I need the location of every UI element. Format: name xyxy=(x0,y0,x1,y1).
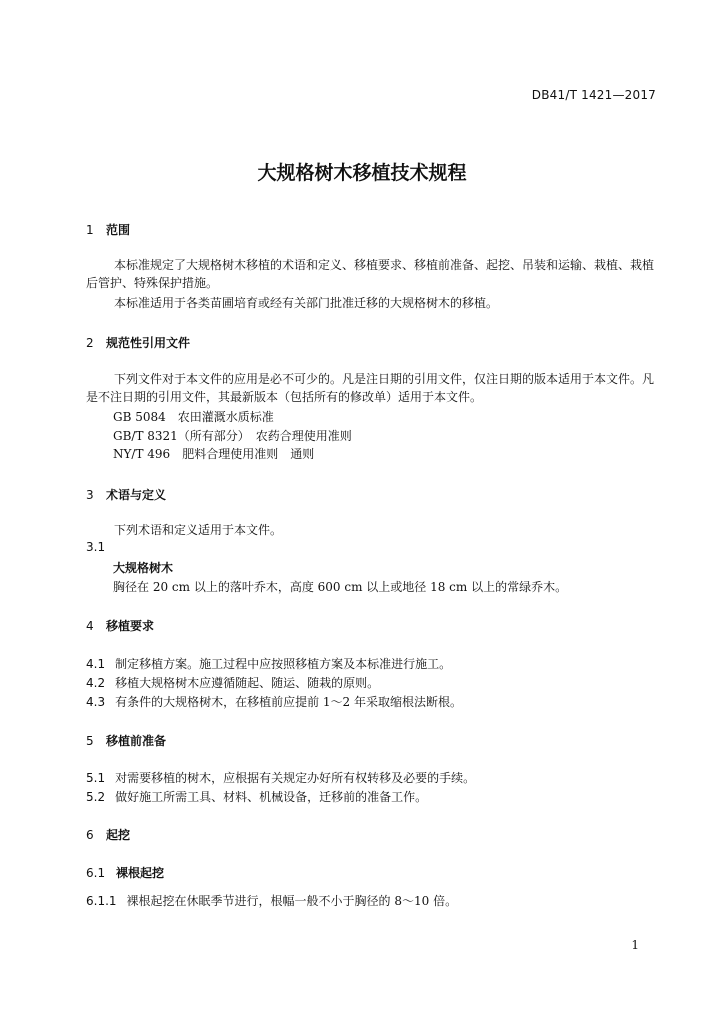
clause-number: 5.1 xyxy=(86,771,106,785)
section-2-paragraph-1: 下列文件对于本文件的应用是必不可少的。凡是注日期的引用文件，仅注日期的版本适用于本文件。凡是不注日期的引用文件，其最新版本（包括所有的修改单）适用于本文件。 xyxy=(86,372,655,404)
section-6-heading xyxy=(86,826,130,843)
clause-text: 做好施工所需工具、材料、机械设备，迁移前的准备工作。 xyxy=(115,790,428,804)
document-title: 大规格树木移植技术规程 xyxy=(257,162,467,184)
clause-text: 对需要移植的树木，应根据有关规定办好所有权转移及必要的手续。 xyxy=(115,771,476,785)
page-number: 1 xyxy=(631,938,639,952)
section-title: 规范性引用文件 xyxy=(106,336,191,350)
section-2-heading xyxy=(86,334,190,351)
section-1-heading xyxy=(86,221,130,238)
section-title: 起挖 xyxy=(106,828,131,842)
clause-text: 有条件的大规格树木，在移植前应提前 1～2 年采取缩根法断根。 xyxy=(115,695,462,709)
clause-item xyxy=(86,674,379,691)
clause-text: 移植大规格树木应遵循随起、随运、随栽的原则。 xyxy=(115,676,380,690)
section-number: 2 xyxy=(86,336,94,350)
reference-item: GB/T 8321（所有部分） 农药合理使用准则 xyxy=(113,429,352,443)
section-number: 5 xyxy=(86,734,94,748)
subsection-6-1-heading xyxy=(86,864,164,881)
section-number: 6 xyxy=(86,828,94,842)
clause-text: 裸根起挖在休眠季节进行，根幅一般不小于胸径的 8～10 倍。 xyxy=(126,894,458,908)
clause-number: 4.3 xyxy=(86,695,106,709)
section-4-heading xyxy=(86,617,154,634)
clause-item xyxy=(86,892,457,909)
clause-item xyxy=(86,693,462,710)
section-title: 移植前准备 xyxy=(106,734,167,748)
clause-item xyxy=(86,655,451,672)
reference-item: NY/T 496 肥料合理使用准则 通则 xyxy=(113,447,315,461)
clause-number: 5.2 xyxy=(86,790,106,804)
section-title: 移植要求 xyxy=(106,619,155,633)
clause-number: 6.1.1 xyxy=(86,894,117,908)
section-5-heading xyxy=(86,732,166,749)
term-definition: 胸径在 20 cm 以上的落叶乔木，高度 600 cm 以上或地径 18 cm 以上的常绿乔木。 xyxy=(113,580,568,594)
clause-3-1-number: 3.1 xyxy=(86,540,106,554)
section-1-paragraph-1: 本标准规定了大规格树木移植的术语和定义、移植要求、移植前准备、起挖、吊装和运输、栽植、栽植后管护、特殊保护措施。 xyxy=(86,258,655,290)
document-code: DB41/T 1421—2017 xyxy=(531,88,656,102)
section-number: 4 xyxy=(86,619,94,633)
section-number: 1 xyxy=(86,223,94,237)
clause-number: 4.1 xyxy=(86,657,106,671)
section-title: 范围 xyxy=(106,223,131,237)
clause-text: 制定移植方案。施工过程中应按照移植方案及本标准进行施工。 xyxy=(115,657,452,671)
subsection-title: 裸根起挖 xyxy=(116,866,165,880)
subsection-number: 6.1 xyxy=(86,866,106,880)
clause-item xyxy=(86,788,427,805)
clause-item xyxy=(86,769,475,786)
clause-number: 4.2 xyxy=(86,676,106,690)
section-title: 术语与定义 xyxy=(106,488,167,502)
section-3-paragraph-1: 下列术语和定义适用于本文件。 xyxy=(114,523,283,537)
term-name: 大规格树木 xyxy=(113,561,174,575)
reference-item: GB 5084 农田灌溉水质标准 xyxy=(113,410,274,424)
section-number: 3 xyxy=(86,488,94,502)
section-3-heading xyxy=(86,486,166,503)
section-1-paragraph-2: 本标准适用于各类苗圃培育或经有关部门批准迁移的大规格树木的移植。 xyxy=(114,296,499,310)
